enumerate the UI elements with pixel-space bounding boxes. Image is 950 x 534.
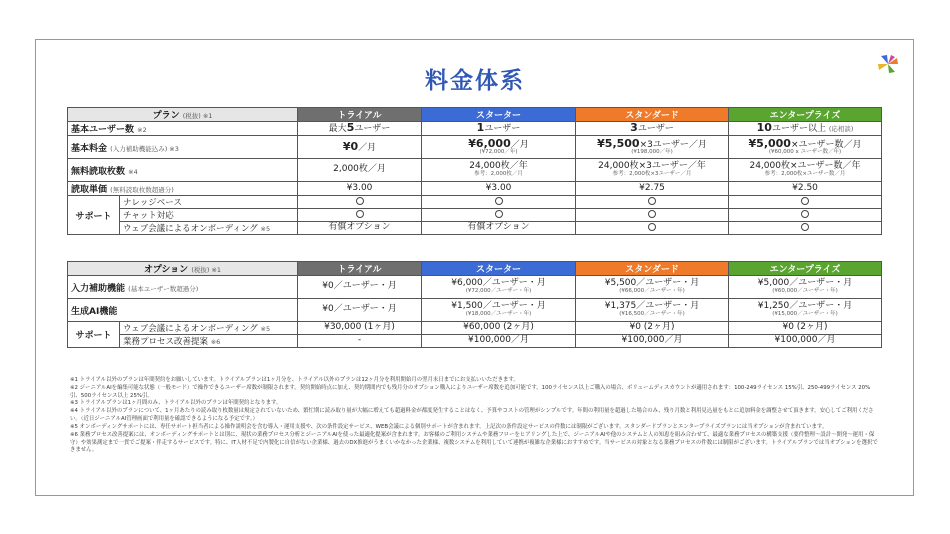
input-assist-standard <box>576 276 729 299</box>
unit-price-label <box>68 182 298 196</box>
input-assist-starter-sub: (¥72,000／ユーザー・年) <box>465 287 532 294</box>
support-row-onboarding <box>68 222 882 235</box>
gen-ai-trial <box>298 299 422 322</box>
support-knowledge-starter <box>422 196 576 209</box>
base-fee-standard-post: ×3ユーザー／月 <box>639 139 707 150</box>
input-assist-trial <box>298 276 422 299</box>
option-process-note: ※6 <box>210 338 221 346</box>
option-process-starter: ¥100,000／月 <box>422 335 576 348</box>
footnote: ※4 トライアル以外のプランについて、1ヶ月あたりの読み取り枚数量は規定されていないため、繁忙期に読み取り量が大幅に増えても超過料金が都度発生することはなく、予算やコストの管理がシンプルです。年間の利用量を超過した場合のみ、残り月数と利用見込量をもとに追加料金を調整させて頂きます。安心してご利用ください。（近日ジーニアルAI管理画面で利用量を確認できるようになる予定です。） <box>70 408 874 423</box>
circle-icon <box>648 223 656 231</box>
base-fee-starter-sub: (¥72,000／年) <box>479 149 518 156</box>
base-fee-enterprise-num: ¥5,000 <box>748 136 791 150</box>
base-users-standard <box>576 122 729 136</box>
option-support-group-label: サポート <box>68 322 120 348</box>
base-fee-starter-num: ¥6,000 <box>468 136 511 150</box>
option-process-standard: ¥100,000／月 <box>576 335 729 348</box>
input-assist-starter <box>422 276 576 299</box>
support-onboarding-trial: 有償オプション <box>298 222 422 235</box>
plans-header-note: (税抜) ※1 <box>182 112 213 120</box>
unit-price-starter: ¥3.00 <box>422 182 576 196</box>
options-header-text: オプション <box>143 265 189 275</box>
plan-header-enterprise: エンタープライズ <box>729 108 882 122</box>
support-chat-starter <box>422 209 576 222</box>
gen-ai-enterprise-sub: (¥15,000／ユーザー・年) <box>772 310 838 317</box>
support-chat-standard <box>576 209 729 222</box>
support-chat-label: チャット対応 <box>120 209 298 222</box>
base-users-enterprise-extra: (応相談) <box>828 125 854 134</box>
gen-ai-standard <box>576 299 729 322</box>
base-users-note: ※2 <box>137 126 147 134</box>
support-row-knowledge <box>68 196 882 209</box>
input-assist-standard-main: ¥5,500／ユーザー・月 <box>604 278 700 289</box>
option-onboarding-standard: ¥0 (2ヶ月) <box>576 322 729 335</box>
option-onboarding-starter: ¥60,000 (2ヶ月) <box>422 322 576 335</box>
plans-header-row <box>68 108 882 122</box>
base-users-trial <box>298 122 422 136</box>
support-onboarding-enterprise <box>729 222 882 235</box>
input-assist-enterprise-sub: (¥60,000／ユーザー・年) <box>772 287 838 294</box>
input-assist-label-text: 入力補助機能 <box>71 283 126 294</box>
circle-icon <box>495 197 503 205</box>
option-onboarding-label-text: ウェブ会議によるオンボーディング <box>123 324 258 334</box>
circle-icon <box>801 197 809 205</box>
base-users-trial-post: ユーザー <box>354 124 391 135</box>
footnotes <box>70 377 880 455</box>
gen-ai-starter-main: ¥1,500／ユーザー・月 <box>451 301 546 312</box>
unit-price-row <box>68 182 882 196</box>
base-fee-starter-post: ／月 <box>510 139 529 150</box>
base-users-starter-num: 1 <box>476 121 485 135</box>
free-reads-trial <box>298 159 422 182</box>
support-chat-trial <box>298 209 422 222</box>
plan-header-trial: トライアル <box>298 108 422 122</box>
free-reads-starter-sub: 参考：2,000枚／月 <box>474 170 523 177</box>
free-reads-standard-sub: 参考：2,000枚×3ユーザー／月 <box>612 170 692 177</box>
unit-price-label-text: 読取単価 <box>71 185 108 195</box>
option-onboarding-enterprise: ¥0 (2ヶ月) <box>729 322 882 335</box>
base-users-enterprise-num: 10 <box>756 121 772 135</box>
free-reads-note: ※4 <box>128 167 138 176</box>
base-fee-standard-num: ¥5,500 <box>597 136 640 150</box>
circle-icon <box>356 210 364 218</box>
circle-icon <box>648 210 656 218</box>
input-assist-label <box>68 276 298 299</box>
base-users-starter <box>422 122 576 136</box>
base-users-standard-post: ユーザー <box>637 124 674 135</box>
options-header-row <box>68 262 882 276</box>
circle-icon <box>801 223 809 231</box>
footnote: ※1 トライアル以外のプランは年間契約をお願いしています。トライアルプランは1ヶ月分を、トライアル以外のプランは12ヶ月分を利用開始月の翌月末日までにお支払いいただきます。 <box>70 377 519 383</box>
option-header-trial: トライアル <box>298 262 422 276</box>
support-onboarding-label <box>120 222 298 235</box>
plan-header-standard: スタンダード <box>576 108 729 122</box>
base-fee-trial <box>298 136 422 159</box>
option-process-label <box>120 335 298 348</box>
base-users-trial-num: 5 <box>346 121 355 135</box>
input-assist-trial-main: ¥0／ユーザー・月 <box>322 281 397 292</box>
free-reads-trial-main: 2,000枚／月 <box>333 164 386 175</box>
circle-icon <box>648 197 656 205</box>
plans-header-text: プラン <box>152 111 180 121</box>
base-users-standard-num: 3 <box>630 121 638 135</box>
base-users-label <box>68 122 298 136</box>
gen-ai-row <box>68 299 882 322</box>
gen-ai-standard-main: ¥1,375／ユーザー・月 <box>604 301 700 312</box>
gen-ai-starter <box>422 299 576 322</box>
option-onboarding-trial: ¥30,000 (1ヶ月) <box>298 322 422 335</box>
support-onboarding-standard <box>576 222 729 235</box>
gen-ai-enterprise-main: ¥1,250／ユーザー・月 <box>757 301 853 312</box>
option-process-label-text: 業務プロセス改善提案 <box>123 337 209 347</box>
unit-price-trial: ¥3.00 <box>298 182 422 196</box>
base-users-enterprise-post: ユーザー以上 <box>771 124 826 135</box>
option-header-standard: スタンダード <box>576 262 729 276</box>
circle-icon <box>495 210 503 218</box>
input-assist-starter-main: ¥6,000／ユーザー・月 <box>451 278 546 289</box>
support-onboarding-label-text: ウェブ会議によるオンボーディング <box>123 224 258 234</box>
support-knowledge-enterprise <box>729 196 882 209</box>
base-fee-enterprise <box>729 136 882 159</box>
base-fee-standard-sub: (¥198,000／年) <box>631 149 673 156</box>
option-header-starter: スターター <box>422 262 576 276</box>
options-table <box>67 261 882 348</box>
base-fee-starter <box>422 136 576 159</box>
input-assist-enterprise-main: ¥5,000／ユーザー・月 <box>757 278 853 289</box>
unit-price-standard: ¥2.75 <box>576 182 729 196</box>
base-fee-label <box>68 136 298 159</box>
option-process-enterprise: ¥100,000／月 <box>729 335 882 348</box>
base-fee-standard <box>576 136 729 159</box>
support-knowledge-standard <box>576 196 729 209</box>
unit-price-enterprise: ¥2.50 <box>729 182 882 196</box>
support-onboarding-starter: 有償オプション <box>422 222 576 235</box>
base-fee-trial-post: ／月 <box>358 142 377 153</box>
input-assist-standard-sub: (¥66,000／ユーザー・年) <box>619 287 685 294</box>
option-process-trial: - <box>298 335 422 348</box>
base-users-label-text: 基本ユーザー数 <box>71 125 135 135</box>
option-onboarding-note: ※5 <box>260 325 271 333</box>
free-reads-enterprise-main: 24,000枚×ユーザー数／年 <box>749 161 861 172</box>
free-reads-standard <box>576 159 729 182</box>
support-chat-enterprise <box>729 209 882 222</box>
options-header-note: (税抜) ※1 <box>191 266 222 274</box>
support-group-label: サポート <box>68 196 120 235</box>
option-header-enterprise: エンタープライズ <box>729 262 882 276</box>
support-onboarding-note: ※5 <box>260 225 271 233</box>
free-reads-row <box>68 159 882 182</box>
base-fee-label-text: 基本料金 <box>71 143 108 154</box>
input-assist-enterprise <box>729 276 882 299</box>
base-users-starter-post: ユーザー <box>484 124 521 135</box>
unit-price-note: (無料読取枚数超過分) <box>110 186 174 194</box>
option-support-row-process <box>68 335 882 348</box>
free-reads-starter <box>422 159 576 182</box>
circle-icon <box>801 210 809 218</box>
base-fee-enterprise-sub: (¥60,000 x ユーザー数／年) <box>768 149 842 156</box>
free-reads-starter-main: 24,000枚／年 <box>469 161 528 172</box>
plans-header-label <box>68 108 298 122</box>
free-reads-label-text: 無料読取枚数 <box>71 166 126 177</box>
input-assist-note: (基本ユーザー数超過分) <box>128 284 199 293</box>
circle-icon <box>356 197 364 205</box>
page-title: 料金体系 <box>425 68 525 94</box>
support-knowledge-label: ナレッジベース <box>120 196 298 209</box>
base-users-row <box>68 122 882 136</box>
option-onboarding-label <box>120 322 298 335</box>
gen-ai-starter-sub: (¥18,000／ユーザー・年) <box>465 310 532 317</box>
gen-ai-standard-sub: (¥16,500／ユーザー・年) <box>619 310 685 317</box>
options-header-label <box>68 262 298 276</box>
plan-header-starter: スターター <box>422 108 576 122</box>
free-reads-standard-main: 24,000枚×3ユーザー／年 <box>598 161 706 172</box>
support-knowledge-trial <box>298 196 422 209</box>
gen-ai-trial-main: ¥0／ユーザー・月 <box>322 304 397 315</box>
option-support-row-onboarding <box>68 322 882 335</box>
base-fee-row <box>68 136 882 159</box>
footnote: ※2 ジーニアルAIを編集可能な状態（一般モード）で操作できるユーザー席数が制限されます。契約開始時点に加え、契約期間内でも残月分のオプション購入によりユーザー席数を追加可能です。100ライセンス以上ご購入の場合、ボリュームディスカウントが適用されます：100-249ライセンス 15%引、250-499ライセンス 20%引、500ライセンス以上 25%引。 <box>70 384 871 399</box>
base-users-trial-pre: 最大 <box>328 124 347 135</box>
footnote: ※5 オンボーディングサポートには、専任サポート担当者による操作説明会を含む導入・運用支援や、次の条件設定サービス、WEB会議による個別サポートが含まれます。上記次の条件設定サービスの件数には制限がございます。スタンダードプランとエンタープライズプランには当オプションが含まれています。 <box>70 423 828 430</box>
support-row-chat <box>68 209 882 222</box>
footnote: ※6 業務プロセス改善提案には、オンボーディングサポートとは別に、現状の業務プロセス分析とジーニアルAIを使った最適化提案が含まれます。お客様のご利用システムや業務フローをヒアリングした上で、ジーニアルAIや他のシステムと人の知恵を組み合わせて、最適な業務プロセスの構築支援（要件整理～設計～開発～運用・保守）や効果測定まで一貫でご提案・伴走するサービスです。特に、IT人材不足で内製化に自信がない企業様、過去のDX推進がうまくいかなかった企業様、複数システムを利用していて連携が複雑な企業様におすすめです。当サービスの対象となる業務プロセスの件数には制限がございます。トライアルプランでは当オプションを選択できません。 <box>70 431 878 454</box>
gen-ai-label: 生成AI機能 <box>68 299 298 322</box>
gen-ai-enterprise <box>729 299 882 322</box>
plans-table <box>67 107 882 235</box>
free-reads-enterprise-sub: 参考：2,000枚×ユーザー数／月 <box>764 170 846 177</box>
free-reads-label <box>68 159 298 182</box>
base-fee-note: (入力補助機能込み) ※3 <box>110 144 179 153</box>
footnote: ※3 トライアルプランは1ヶ月間のみ、トライアル以外のプランは年間契約となります。 <box>70 400 282 407</box>
base-fee-trial-num: ¥0 <box>342 139 359 153</box>
base-users-enterprise <box>729 122 882 136</box>
input-assist-row <box>68 276 882 299</box>
free-reads-enterprise <box>729 159 882 182</box>
base-fee-enterprise-post: ×ユーザー数／月 <box>790 139 862 150</box>
